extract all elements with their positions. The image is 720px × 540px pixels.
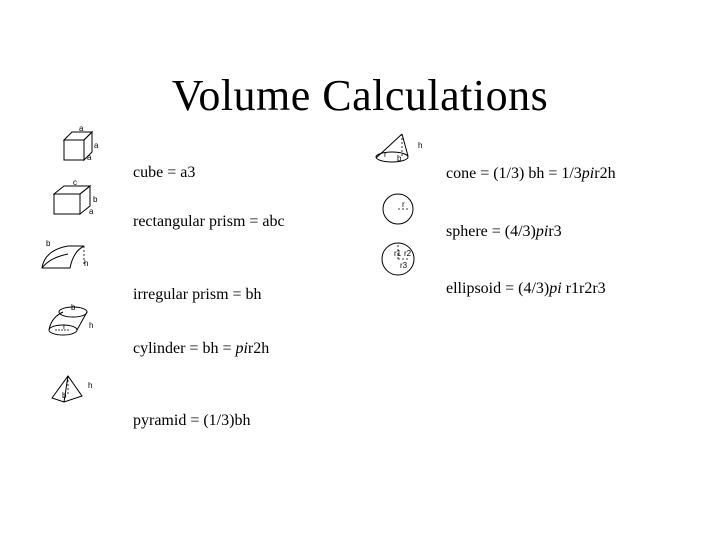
irregular-prism-label-h: h bbox=[84, 259, 89, 268]
ellipsoid-label-r3: r3 bbox=[400, 261, 408, 270]
sphere-label-r: r bbox=[402, 200, 405, 209]
cube-label-side: a bbox=[94, 141, 99, 150]
cube-figure bbox=[60, 124, 110, 164]
cone-figure bbox=[372, 130, 428, 166]
cylinder-label-h: h bbox=[89, 321, 94, 330]
formula-sphere: sphere = (4/3)pir3 bbox=[446, 223, 562, 240]
irregular-prism-figure bbox=[38, 240, 94, 276]
pyramid-label-b: b bbox=[62, 391, 67, 400]
cube-label-bottom: a bbox=[87, 153, 92, 162]
cube-label-top: a bbox=[79, 124, 84, 133]
formula-cone: cone = (1/3) bh = 1/3pir2h bbox=[446, 165, 616, 182]
cylinder-figure bbox=[45, 304, 101, 340]
cone-label-r: r bbox=[384, 150, 387, 159]
formula-cube: cube = a3 bbox=[133, 164, 196, 181]
cylinder-label-b: b bbox=[71, 303, 76, 312]
cylinder-label-r: r bbox=[63, 322, 66, 331]
pyramid-figure bbox=[48, 372, 98, 406]
cone-label-b: b bbox=[397, 154, 402, 163]
formula-pyramid: pyramid = (1/3)bh bbox=[133, 412, 251, 429]
formula-irregular-prism: irregular prism = bh bbox=[133, 286, 262, 303]
sphere-figure bbox=[380, 191, 420, 227]
ellipsoid-figure bbox=[380, 240, 420, 278]
ellipsoid-label-r2: r2 bbox=[404, 249, 412, 258]
rectangular-prism-figure bbox=[52, 178, 102, 218]
rect-prism-label-a: a bbox=[89, 207, 94, 216]
formula-cylinder: cylinder = bh = pir2h bbox=[133, 340, 270, 357]
formula-ellipsoid: ellipsoid = (4/3)pi r1r2r3 bbox=[446, 280, 606, 297]
cone-label-h: h bbox=[418, 141, 423, 150]
formula-rectangular-prism: rectangular prism = abc bbox=[133, 213, 285, 230]
slide-title: Volume Calculations bbox=[171, 71, 549, 120]
rect-prism-label-b: b bbox=[93, 195, 98, 204]
ellipsoid-label-r1: r1 bbox=[394, 249, 402, 258]
pyramid-label-h: h bbox=[88, 381, 93, 390]
irregular-prism-label-b: b bbox=[46, 239, 51, 248]
rect-prism-label-c: c bbox=[73, 178, 77, 187]
